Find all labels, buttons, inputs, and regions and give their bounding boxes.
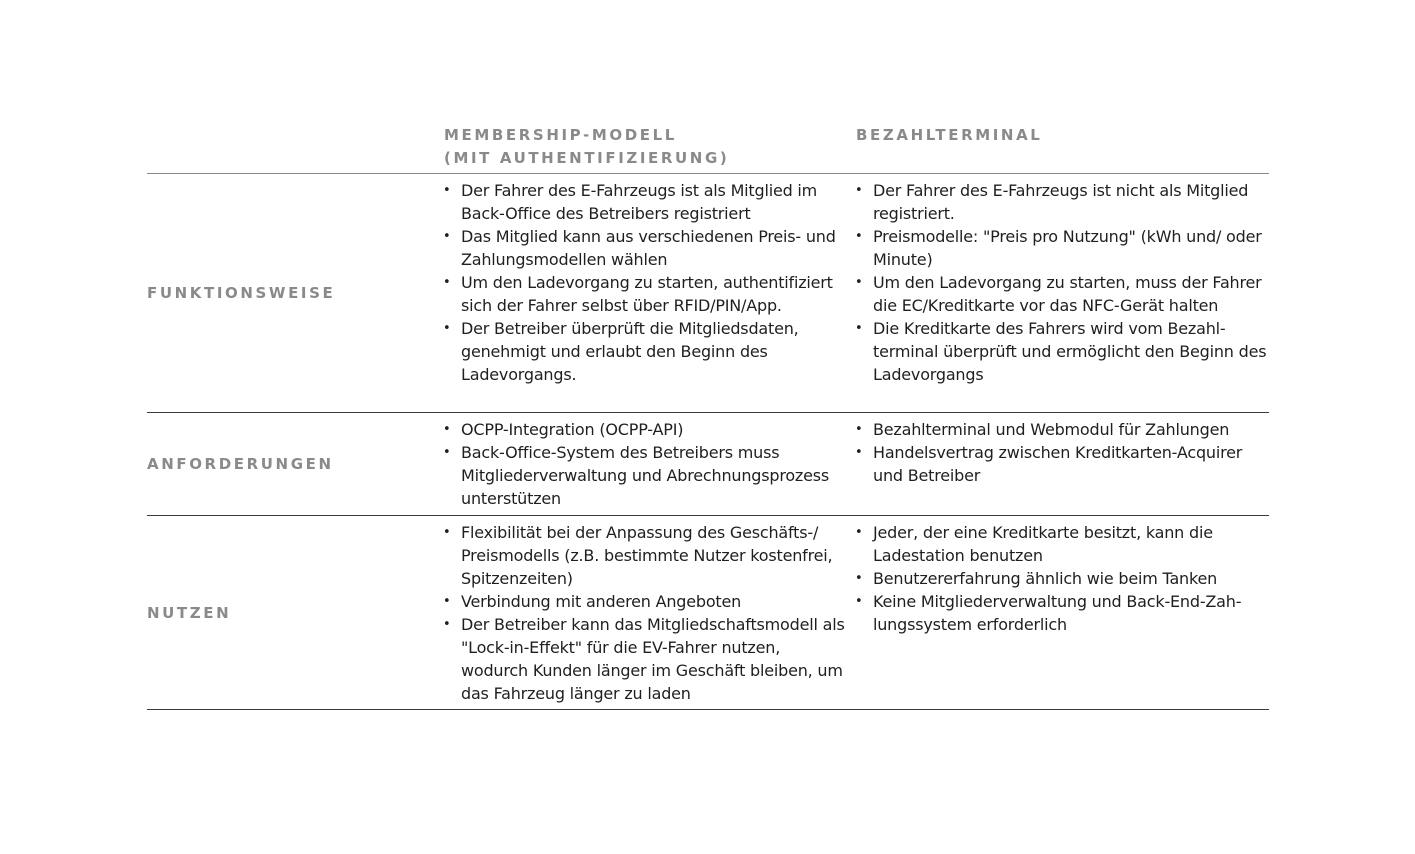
column-header-membership: MEMBERSHIP-MODELL (MIT AUTHENTIFIZIERUNG) — [444, 126, 730, 167]
bullet-list — [854, 418, 1269, 487]
list-item: • Der Betreiber kann das Mitgliedschaftsmodell als "Lock-in-Effekt" für die EV-Fahrer nutzen, wodurch Kunden länger im Geschäft bleiben, um das Fahrzeug länger zu laden — [442, 613, 850, 705]
bullet-list — [854, 521, 1269, 636]
row-label: ANFORDERUNGEN — [147, 455, 334, 473]
bullet-list — [442, 179, 850, 386]
bullet-list — [442, 521, 850, 705]
bullet-list — [442, 418, 850, 510]
table-row — [147, 413, 1269, 516]
cell-membership — [442, 521, 850, 705]
list-item: • Der Fahrer des E-Fahrzeugs ist nicht als Mitglied registriert. — [854, 179, 1269, 225]
list-item: • Back-Office-System des Betreibers muss Mitgliederverwaltung und Abrechnungsprozess unterstützen — [442, 441, 850, 510]
list-item: • Benutzererfahrung ähnlich wie beim Tanken — [854, 567, 1269, 590]
list-item: • Jeder, der eine Kreditkarte besitzt, kann die Ladestation benutzen — [854, 521, 1269, 567]
list-item: • Handelsvertrag zwischen Kreditkarten-Acquirer und Betreiber — [854, 441, 1269, 487]
list-item: • Das Mitglied kann aus verschiedenen Preis- und Zahlungsmodellen wählen — [442, 225, 850, 271]
list-item: • Bezahlterminal und Webmodul für Zahlungen — [854, 418, 1269, 441]
table-row — [147, 516, 1269, 710]
list-item: • Preismodelle: "Preis pro Nutzung" (kWh und/ oder Minute) — [854, 225, 1269, 271]
list-item: • Verbindung mit anderen Angeboten — [442, 590, 850, 613]
list-item: • Flexibilität bei der Anpassung des Geschäfts-/ Preismodells (z.B. bestimmte Nutzer kostenfrei, Spitzenzeiten) — [442, 521, 850, 590]
row-label: NUTZEN — [147, 603, 232, 622]
list-item: • Die Kreditkarte des Fahrers wird vom Bezahlterminal überprüft und ermöglicht den Beginn des Ladevorgangs — [854, 317, 1269, 386]
cell-terminal — [854, 179, 1269, 386]
list-item: • Um den Ladevorgang zu starten, muss der Fahrer die EC/Kreditkarte vor das NFC-Gerät halten — [854, 271, 1269, 317]
list-item: • Der Betreiber überprüft die Mitgliedsdaten, genehmigt und erlaubt den Beginn des Ladevorgangs. — [442, 317, 850, 386]
cell-terminal — [854, 521, 1269, 636]
cell-membership — [442, 418, 850, 510]
list-item: • Keine Mitgliederverwaltung und Back-End-Zahlungssystem erforderlich — [854, 590, 1269, 636]
column-header-terminal: BEZAHLTERMINAL — [856, 126, 1043, 144]
comparison-table — [147, 124, 1269, 710]
table-row — [147, 174, 1269, 413]
list-item: • Um den Ladevorgang zu starten, authentifiziert sich der Fahrer selbst über RFID/PIN/App. — [442, 271, 850, 317]
bullet-list — [854, 179, 1269, 386]
row-label: FUNKTIONSWEISE — [147, 284, 336, 302]
list-item: • Der Fahrer des E-Fahrzeugs ist als Mitglied im Back-Office des Betreibers registriert — [442, 179, 850, 225]
cell-membership — [442, 179, 850, 386]
table-header — [147, 124, 1269, 174]
cell-terminal — [854, 418, 1269, 487]
list-item: • OCPP-Integration (OCPP-API) — [442, 418, 850, 441]
